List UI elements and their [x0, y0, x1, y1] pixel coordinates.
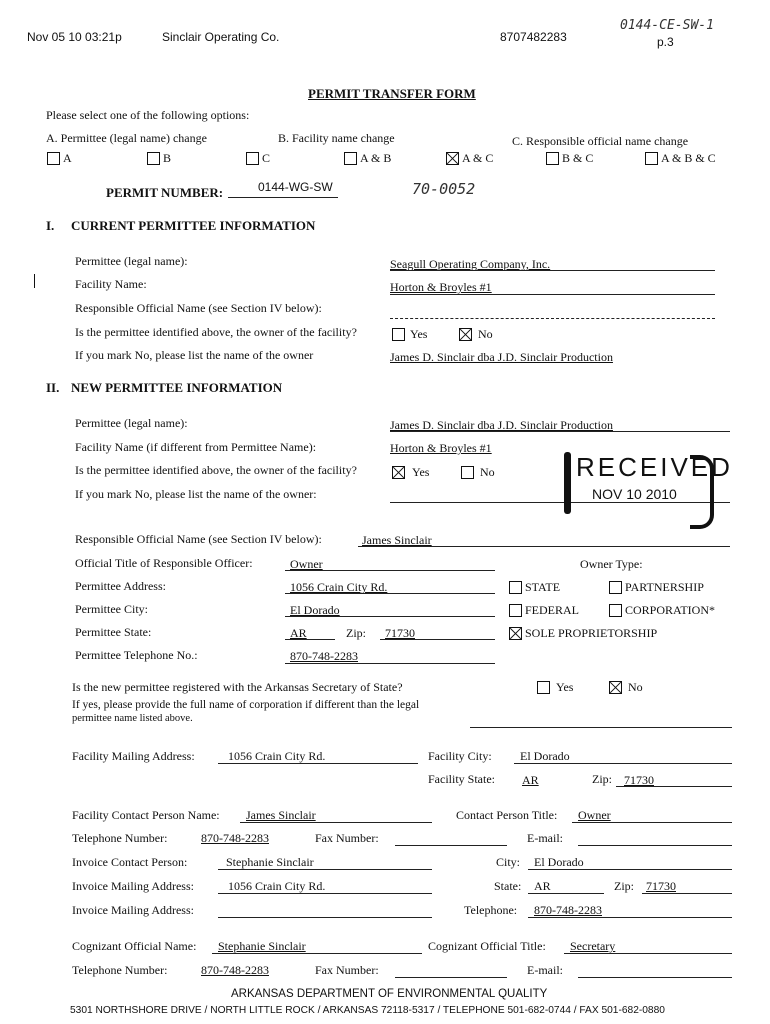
option-checkbox-1[interactable] — [47, 152, 60, 165]
s2-owner-name-label: If you mark No, please list the name of the owner: — [75, 487, 317, 501]
inv-zip-value[interactable]: 71730 — [646, 879, 676, 893]
stamp-date: NOV 10 2010 — [592, 486, 677, 502]
footer-agency: ARKANSAS DEPARTMENT OF ENVIRONMENTAL QUALITY — [231, 988, 548, 1000]
fstate-value[interactable]: AR — [522, 773, 539, 787]
permit-number-label: PERMIT NUMBER: — [106, 185, 224, 200]
cog-email-line[interactable] — [578, 977, 732, 978]
fzip-line — [616, 786, 732, 787]
cog-title-label: Cognizant Official Title: — [428, 939, 546, 953]
inv-city-value[interactable]: El Dorado — [534, 855, 584, 869]
s1-facility[interactable]: Horton & Broyles #1 — [390, 280, 492, 294]
option-checkbox-6[interactable] — [546, 152, 559, 165]
sos-no-label: No — [628, 680, 643, 694]
contact-label: Facility Contact Person Name: — [72, 808, 220, 822]
inv-mail-label: Invoice Mailing Address: — [72, 879, 194, 893]
owner-type-label: Owner Type: — [580, 557, 643, 571]
s2-phone-line — [285, 663, 495, 664]
stamp-left-bar — [564, 452, 571, 514]
inv-state-line — [528, 893, 604, 894]
owner-type-checkbox-3[interactable] — [509, 604, 522, 617]
corp-note-line1: If yes, please provide the full name of corporation if different than the legal — [72, 699, 420, 711]
s1-owner-yes-checkbox[interactable] — [392, 328, 405, 341]
fax-page: p.3 — [657, 35, 674, 49]
s2-legal-name-line — [390, 431, 730, 432]
s2-city-label: Permittee City: — [75, 602, 148, 616]
s2-owner-yes-checkbox[interactable] — [392, 466, 405, 479]
s1-owner-name[interactable]: James D. Sinclair dba J.D. Sinclair Production — [390, 350, 613, 364]
option-checkbox-label: B — [163, 151, 172, 165]
cog-line — [212, 953, 422, 954]
cog-title-line — [564, 953, 732, 954]
s2-zip-label: Zip: — [346, 626, 366, 640]
s2-facility-label: Facility Name (if different from Permittee Name): — [75, 440, 317, 454]
s2-city-line — [285, 616, 495, 617]
fcity-line — [514, 763, 732, 764]
option-checkbox-3[interactable] — [246, 152, 259, 165]
option-a-label: A. Permittee (legal name) change — [46, 131, 207, 145]
s2-title-value[interactable]: Owner — [290, 557, 323, 571]
option-checkbox-2[interactable] — [147, 152, 160, 165]
email-line[interactable] — [578, 845, 732, 846]
option-c-label: C. Responsible official name change — [512, 134, 689, 148]
inv-contact-value[interactable]: Stephanie Sinclair — [226, 855, 314, 869]
s2-facility[interactable]: Horton & Broyles #1 — [390, 441, 492, 455]
inv-mail2-line[interactable] — [218, 917, 432, 918]
owner-type-label: STATE — [525, 580, 561, 594]
s2-ro-label: Responsible Official Name (see Section IV below): — [75, 532, 322, 546]
option-checkbox-label: A & B — [360, 151, 392, 165]
fcity-value[interactable]: El Dorado — [520, 749, 570, 763]
handwritten-number: 0144-CE-SW-1 — [620, 18, 714, 33]
permit-handwritten: 70-0052 — [412, 180, 476, 198]
s2-city[interactable]: El Dorado — [290, 603, 340, 617]
option-checkbox-label: A & C — [462, 151, 494, 165]
s2-state[interactable]: AR — [290, 626, 307, 640]
form-title: PERMIT TRANSFER FORM — [308, 86, 476, 101]
section2-title: NEW PERMITTEE INFORMATION — [71, 380, 283, 395]
inv-contact-label: Invoice Contact Person: — [72, 855, 188, 869]
fzip-value[interactable]: 71730 — [624, 773, 654, 787]
fcity-label: Facility City: — [428, 749, 492, 763]
cog-tel-value[interactable]: 870-748-2283 — [201, 963, 269, 977]
owner-type-checkbox-2[interactable] — [609, 581, 622, 594]
sos-no-checkbox[interactable] — [609, 681, 622, 694]
s2-legal-name[interactable]: James D. Sinclair dba J.D. Sinclair Production — [390, 418, 613, 432]
inv-mail-line — [218, 893, 432, 894]
fax-datetime: Nov 05 10 03:21p — [27, 30, 122, 44]
fax-phone: 8707482283 — [500, 30, 567, 44]
inv-state-value[interactable]: AR — [534, 879, 551, 893]
s1-legal-name-line — [390, 270, 715, 271]
sos-yes-checkbox[interactable] — [537, 681, 550, 694]
cog-value[interactable]: Stephanie Sinclair — [218, 939, 306, 953]
mail-label: Facility Mailing Address: — [72, 749, 195, 763]
inv-mail2-label: Invoice Mailing Address: — [72, 903, 194, 917]
s1-facility-line — [390, 294, 715, 295]
inv-tel-value[interactable]: 870-748-2283 — [534, 903, 602, 917]
s2-owner-yes-label: Yes — [412, 465, 430, 479]
permit-number-value: 0144-WG-SW — [258, 180, 333, 194]
s1-owner-name-label: If you mark No, please list the name of the owner — [75, 348, 314, 362]
s2-address-label: Permittee Address: — [75, 579, 166, 593]
s2-phone-label: Permittee Telephone No.: — [75, 648, 198, 662]
s1-owner-no-checkbox[interactable] — [459, 328, 472, 341]
s2-address[interactable]: 1056 Crain City Rd. — [290, 580, 388, 594]
owner-type-checkbox-5[interactable] — [509, 627, 522, 640]
inv-tel-line — [528, 917, 732, 918]
mail-value[interactable]: 1056 Crain City Rd. — [228, 749, 326, 763]
corp-name-line[interactable] — [470, 727, 732, 728]
option-b-label: B. Facility name change — [278, 131, 395, 145]
owner-type-label: CORPORATION* — [625, 603, 716, 617]
sos-question: Is the new permittee registered with the Arkansas Secretary of State? — [72, 680, 403, 694]
contact-title-value[interactable]: Owner — [578, 808, 611, 822]
s2-legal-name-label: Permittee (legal name): — [75, 416, 188, 430]
contact-line — [240, 822, 432, 823]
s2-title-line — [285, 570, 495, 571]
inv-tel-label: Telephone: — [464, 903, 518, 917]
s2-phone[interactable]: 870-748-2283 — [290, 649, 358, 663]
inv-contact-line — [218, 869, 432, 870]
cog-label: Cognizant Official Name: — [72, 939, 197, 953]
s2-owner-no-label: No — [480, 465, 495, 479]
inv-city-line — [528, 869, 732, 870]
fstate-label: Facility State: — [428, 772, 495, 786]
option-checkbox-label: A & B & C — [661, 151, 716, 165]
footer-address: 5301 NORTHSHORE DRIVE / NORTH LITTLE ROCK / ARKANSAS 72118-5317 / TELEPHONE 501-682-0744 / FAX 501-682-0880 — [70, 1005, 665, 1016]
s2-owner-name-line[interactable] — [390, 502, 730, 503]
email-label: E-mail: — [527, 831, 563, 845]
s1-official-line[interactable] — [390, 318, 715, 319]
corp-note-line2: permittee name listed above. — [72, 713, 193, 724]
tel-value[interactable]: 870-748-2283 — [201, 831, 269, 845]
cog-tel-label: Telephone Number: — [72, 963, 168, 977]
inv-mail-value[interactable]: 1056 Crain City Rd. — [228, 879, 326, 893]
s2-state-line — [285, 639, 335, 640]
options-instruction: Please select one of the following options: — [46, 108, 250, 122]
inv-zip-label: Zip: — [614, 879, 634, 893]
s2-owner-question: Is the permittee identified above, the owner of the facility? — [75, 463, 357, 477]
contact-title-label: Contact Person Title: — [456, 808, 558, 822]
contact-value[interactable]: James Sinclair — [246, 808, 316, 822]
s2-ro-value[interactable]: James Sinclair — [362, 533, 432, 547]
option-checkbox-label: A — [63, 151, 72, 165]
stamp-text: RECEIVED — [576, 452, 733, 482]
s1-facility-label: Facility Name: — [75, 277, 147, 291]
s1-owner-no-label: No — [478, 327, 493, 341]
s1-official-label: Responsible Official Name (see Section IV below): — [75, 301, 322, 315]
cog-email-label: E-mail: — [527, 963, 563, 977]
option-checkbox-5[interactable] — [446, 152, 459, 165]
s2-ro-line — [358, 546, 730, 547]
margin-mark — [34, 274, 35, 288]
owner-type-label: SOLE PROPRIETORSHIP — [525, 626, 658, 640]
inv-zip-line — [642, 893, 732, 894]
owner-type-checkbox-4[interactable] — [609, 604, 622, 617]
s2-address-line — [285, 593, 495, 594]
s2-zip-line — [380, 639, 495, 640]
option-checkbox-4[interactable] — [344, 152, 357, 165]
owner-type-label: PARTNERSHIP — [625, 580, 704, 594]
s1-owner-question: Is the permittee identified above, the owner of the facility? — [75, 325, 357, 339]
cog-fax-line[interactable] — [395, 977, 507, 978]
fax-company: Sinclair Operating Co. — [162, 30, 280, 44]
s1-owner-yes-label: Yes — [410, 327, 428, 341]
owner-type-checkbox-1[interactable] — [509, 581, 522, 594]
contact-title-line — [572, 822, 732, 823]
permit-number-line — [228, 197, 338, 198]
sos-yes-label: Yes — [556, 680, 574, 694]
s1-legal-name[interactable]: Seagull Operating Company, Inc. — [390, 257, 551, 271]
fzip-label: Zip: — [592, 772, 612, 786]
option-checkbox-label: C — [262, 151, 271, 165]
owner-type-label: FEDERAL — [525, 603, 579, 617]
s2-owner-no-checkbox[interactable] — [461, 466, 474, 479]
option-checkbox-label: B & C — [562, 151, 594, 165]
fax-line[interactable] — [395, 845, 507, 846]
mail-line — [218, 763, 418, 764]
fax-label: Fax Number: — [315, 831, 379, 845]
inv-state-label: State: — [494, 879, 522, 893]
cog-fax-label: Fax Number: — [315, 963, 379, 977]
tel-label: Telephone Number: — [72, 831, 168, 845]
cog-title-value[interactable]: Secretary — [570, 939, 616, 953]
s2-title-label: Official Title of Responsible Officer: — [75, 556, 253, 570]
option-checkbox-7[interactable] — [645, 152, 658, 165]
s2-zip[interactable]: 71730 — [385, 626, 415, 640]
section1-title: CURRENT PERMITTEE INFORMATION — [71, 218, 316, 233]
inv-city-label: City: — [496, 855, 521, 869]
section1-number: I. — [46, 218, 55, 233]
s2-state-label: Permittee State: — [75, 625, 152, 639]
s1-legal-name-label: Permittee (legal name): — [75, 254, 188, 268]
section2-number: II. — [46, 380, 60, 395]
